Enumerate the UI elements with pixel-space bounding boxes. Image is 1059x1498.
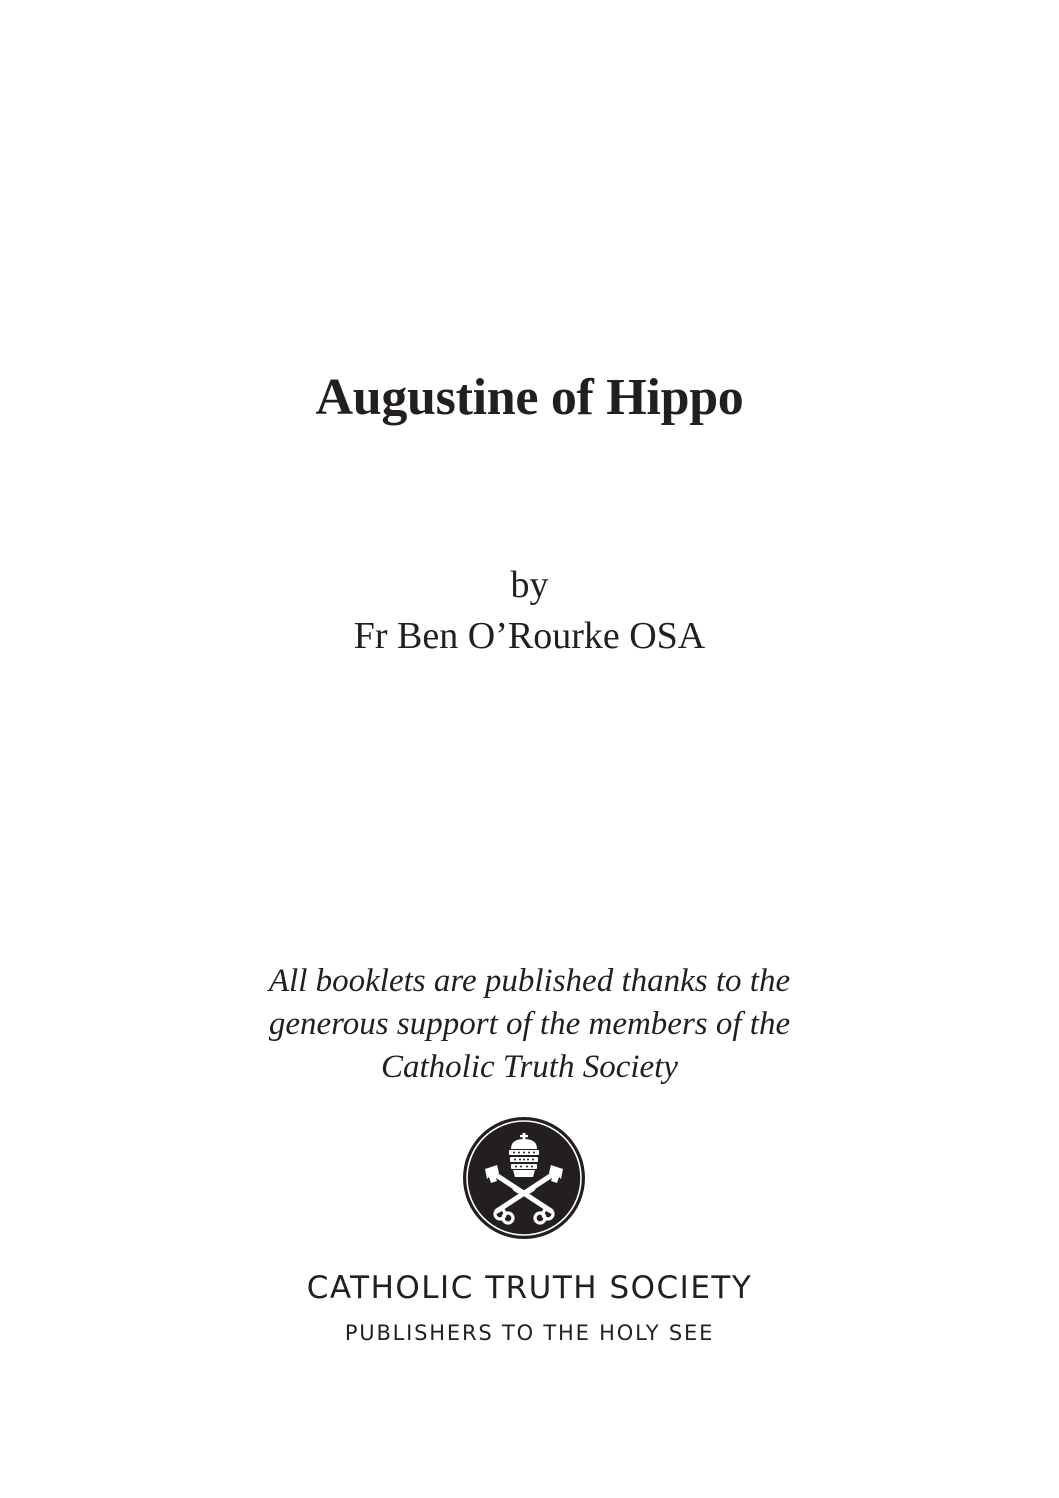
byline-by: by bbox=[510, 564, 549, 606]
author-name: Fr Ben O’Rourke OSA bbox=[353, 615, 706, 657]
support-note-line: Catholic Truth Society bbox=[381, 1049, 678, 1085]
support-note-line: generous support of the members of the bbox=[268, 1006, 791, 1042]
book-title: Augustine of Hippo bbox=[315, 369, 744, 426]
crossed-keys-tiara-seal-icon bbox=[461, 1115, 587, 1241]
support-note-line: All booklets are published thanks to the bbox=[268, 963, 791, 999]
publisher-name: CATHOLIC TRUTH SOCIETY bbox=[306, 1270, 753, 1306]
publisher-tagline: PUBLISHERS TO THE HOLY SEE bbox=[344, 1321, 715, 1345]
